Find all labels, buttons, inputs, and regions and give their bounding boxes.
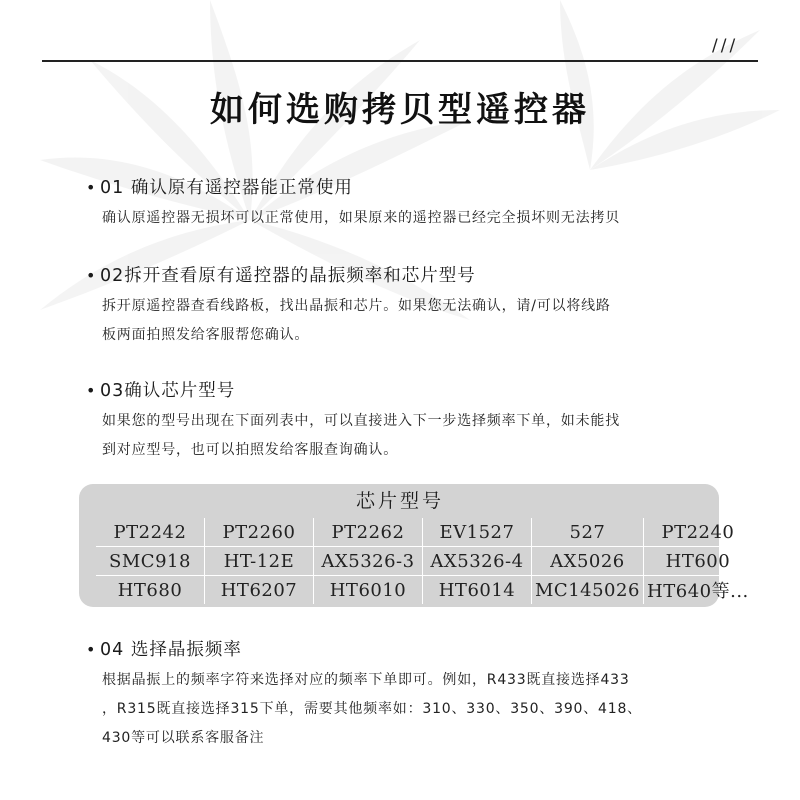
table-cell: 527 — [532, 518, 644, 547]
section-text — [102, 407, 620, 465]
table-cell: PT2262 — [314, 518, 423, 547]
text-line: 到对应型号，也可以拍照发给客服查询确认。 — [102, 442, 398, 458]
section-title: 01 确认原有遥控器能正常使用 — [100, 178, 353, 198]
table-cell: PT2242 — [96, 518, 205, 547]
decorative-slashes: /// — [712, 36, 739, 56]
table-cell: HT6010 — [314, 576, 423, 605]
table-row — [96, 576, 752, 605]
text-line: 430等可以联系客服备注 — [102, 730, 265, 746]
bullet: • — [86, 266, 97, 285]
table-cell: SMC918 — [96, 547, 205, 576]
text-line: 如果您的型号出现在下面列表中，可以直接进入下一步选择频率下单，如未能找 — [102, 413, 620, 429]
table-cell: AX5326-3 — [314, 547, 423, 576]
text-line: 确认原遥控器无损坏可以正常使用，如果原来的遥控器已经完全损坏则无法拷贝 — [102, 210, 620, 226]
text-line: ，R315既直接选择315下单，需要其他频率如：310、330、350、390、418、 — [102, 701, 642, 717]
section-text — [102, 204, 620, 233]
table-cell: HT-12E — [205, 547, 314, 576]
table-cell: HT600 — [643, 547, 752, 576]
table-row — [96, 518, 752, 547]
table-cell: EV1527 — [423, 518, 532, 547]
text-line: 板两面拍照发给客服帮您确认。 — [102, 327, 310, 343]
section-text — [102, 666, 642, 753]
section-heading — [86, 636, 642, 661]
section-title: 04 选择晶振频率 — [100, 640, 242, 660]
section-title: 03确认芯片型号 — [100, 381, 236, 401]
table-cell: PT2260 — [205, 518, 314, 547]
section-01 — [86, 174, 620, 233]
header-rule — [42, 60, 758, 62]
bullet: • — [86, 178, 97, 197]
section-title: 02拆开查看原有遥控器的晶振频率和芯片型号 — [100, 266, 476, 286]
table-row — [96, 547, 752, 576]
table-cell: AX5326-4 — [423, 547, 532, 576]
section-03 — [86, 377, 620, 465]
chip-table-title: 芯片型号 — [355, 490, 444, 512]
table-cell: AX5026 — [532, 547, 644, 576]
table-cell: MC145026 — [532, 576, 644, 605]
text-line: 根据晶振上的频率字符来选择对应的频率下单即可。例如，R433既直接选择433 — [102, 672, 630, 688]
section-heading — [86, 377, 620, 402]
section-heading — [86, 174, 620, 199]
bullet: • — [86, 640, 97, 659]
chip-model-table — [96, 518, 752, 604]
section-04 — [86, 636, 642, 753]
bullet: • — [86, 381, 97, 400]
table-cell: PT2240 — [661, 521, 735, 543]
table-cell: HT6207 — [205, 576, 314, 605]
section-02 — [86, 262, 611, 350]
page-title: 如何选购拷贝型遥控器 — [210, 90, 590, 130]
table-cell: HT680 — [96, 576, 205, 605]
table-cell: HT640等... — [643, 576, 752, 605]
section-text — [102, 292, 611, 350]
text-line: 拆开原遥控器查看线路板，找出晶振和芯片。如果您无法确认，请/可以将线路 — [102, 298, 611, 314]
section-heading — [86, 262, 611, 287]
table-cell: HT6014 — [423, 576, 532, 605]
